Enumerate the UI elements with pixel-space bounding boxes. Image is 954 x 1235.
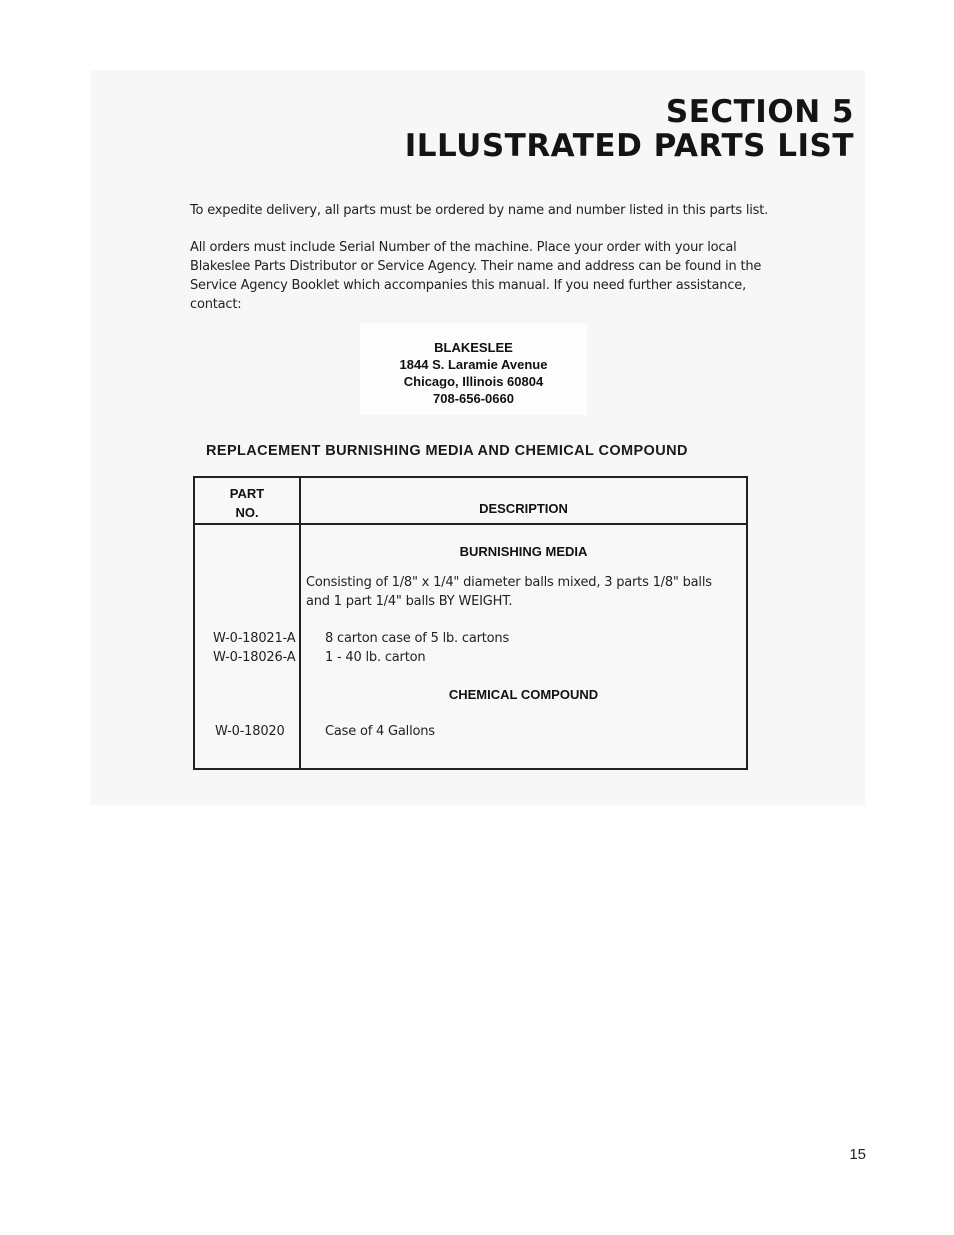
street-address: 1844 S. Laramie Avenue [399,357,548,372]
description-header: DESCRIPTION [479,501,568,516]
phone-number: 708-656-0660 [433,391,514,406]
section-title: ILLUSTRATED PARTS LIST [404,128,854,164]
table-row-part-no: W-0-18020 [215,724,285,739]
intro-line: All orders must include Serial Number of the machine. Place your order with your local [190,240,737,255]
table-row-description: Case of 4 Gallons [325,724,435,739]
group-title-chemical-compound: CHEMICAL COMPOUND [448,687,599,702]
section-number: SECTION 5 [665,94,854,130]
intro-line: Blakeslee Parts Distributor or Service Agency. Their name and address can be found in the [190,259,762,274]
company-name: BLAKESLEE [434,340,513,355]
intro-line: Service Agency Booklet which accompanies this manual. If you need further assistance, [190,278,747,293]
intro-paragraph-1: To expedite delivery, all parts must be ordered by name and number listed in this parts list. [190,203,769,218]
group-title-burnishing-media: BURNISHING MEDIA [459,544,588,559]
intro-line: contact: [190,297,242,312]
table-row-description: 8 carton case of 5 lb. cartons [325,631,510,646]
section-heading [405,95,854,163]
parts-table [193,476,748,770]
table-row-description: 1 - 40 lb. carton [325,650,426,665]
part-no-header: PART NO. [229,486,265,520]
intro-paragraph-2 [190,238,770,314]
table-row-part-no: W-0-18026-A [213,650,296,665]
table-title: REPLACEMENT BURNISHING MEDIA AND CHEMICAL COMPOUND [206,443,688,459]
column-divider [299,478,301,768]
page-number: 15 [849,1146,866,1163]
city-state-zip: Chicago, Illinois 60804 [403,374,544,389]
contact-address-block [360,323,587,415]
group-note: and 1 part 1/4" balls BY WEIGHT. [306,594,513,609]
group-note: Consisting of 1/8" x 1/4" diameter balls mixed, 3 parts 1/8" balls [306,575,712,590]
table-row-part-no: W-0-18021-A [213,631,296,646]
header-divider [195,523,746,525]
